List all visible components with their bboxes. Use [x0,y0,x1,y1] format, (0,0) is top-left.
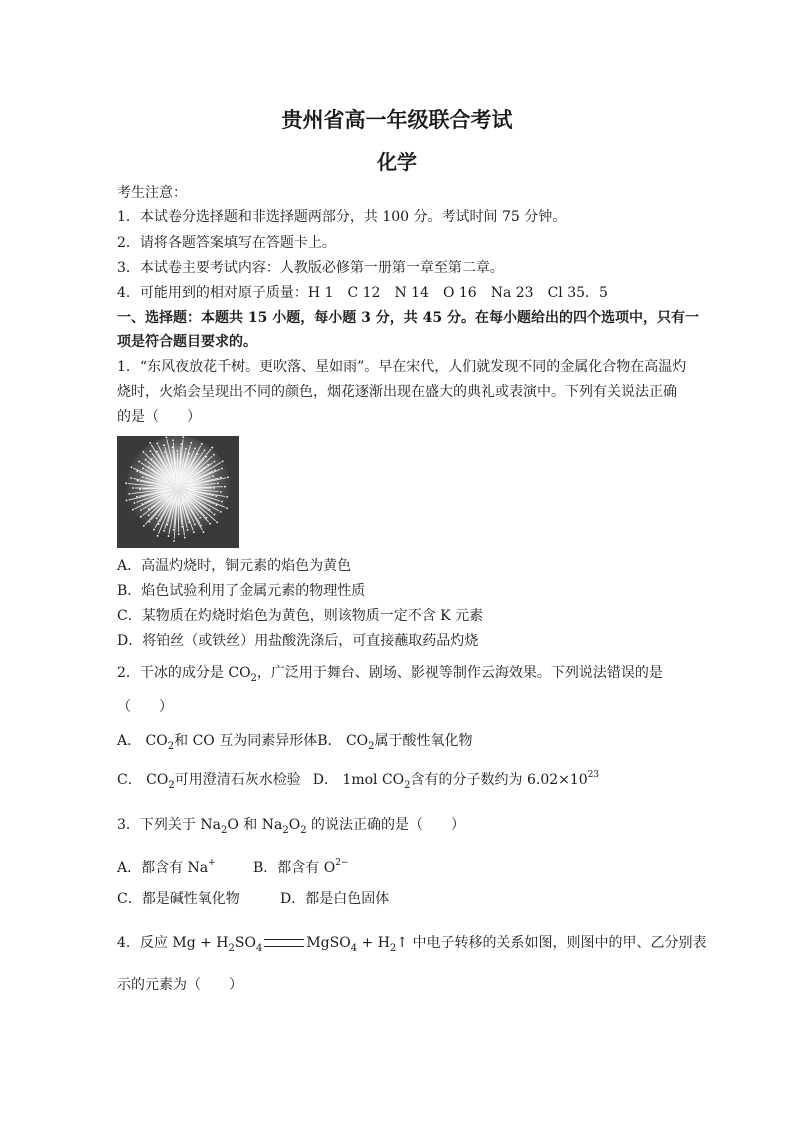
subscript: 2 [228,943,235,954]
q3-option-a [117,858,216,880]
q2-option-a: A． CO [117,733,168,749]
section-heading-line-1: 一、选择题：本题共 15 小题，每小题 3 分，共 45 分。在每小题给出的四个选项中，只有一 [117,310,699,326]
q4-stem-line-2: 示的元素为（ ） [117,977,243,993]
subscript: 2 [168,780,175,791]
q3-option-c: C．都是碱性氧化物 [117,891,240,907]
q3-option-a-text: A．都含有 Na [117,860,209,876]
q1-option-c: C．某物质在灼烧时焰色为黄色，则该物质一定不含 K 元素 [117,608,484,624]
subscript: 2 [389,943,397,954]
subscript: 2 [220,825,228,836]
q4-stem-part: ↑ 中电子转移的关系如图，则图中的甲、乙分别表 [396,935,707,951]
q4-stem-part: SO [234,935,256,951]
q2-stem-part: ，广泛用于舞台、剧场、影视等制作云海效果。下列说法错误的是 [256,665,663,681]
q1-option-a: A．高温灼烧时，铜元素的焰色为黄色 [117,558,352,574]
q2-option-c-text: 可用澄清石灰水检验 [174,772,301,788]
q3-option-d: D．都是白色固体 [280,891,390,907]
firework-photo [117,436,239,548]
notice-item-2: 2．请将各题答案填写在答题卡上。 [117,235,336,251]
q2-options-cd [117,770,599,792]
q3-stem-part: 的说法正确的是（ ） [306,817,466,833]
q2-option-b-text: 属于酸性氧化物 [374,733,473,749]
q3-stem-part: O 和 Na [227,817,283,833]
q3-stem-part: 3．下列关于 Na [117,817,221,833]
subscript: 2 [368,741,375,752]
reaction-equals-sign [264,939,304,947]
q1-option-d: D．将铂丝（或铁丝）用盐酸洗涤后，可直接蘸取药品灼烧 [117,633,479,649]
q3-option-b-text: B．都含有 O [253,860,336,876]
q2-option-a-text: 和 CO 互为同素异形体 [174,733,318,749]
subscript: 2 [404,780,411,791]
subscript: 2 [250,673,257,684]
q4-stem-part: 4．反应 Mg + H [117,935,229,951]
q2-stem [117,663,663,685]
section-heading-line-2: 项是符合题目要求的。 [117,334,257,350]
superscript: 23 [587,770,600,780]
q1-stem-line-2: 烧时，火焰会呈现出不同的颜色，烟花逐渐出现在盛大的典礼或表演中。下列有关说法正确 [117,384,677,400]
notice-item-4: 4．可能用到的相对原子质量：H 1 C 12 N 14 O 16 Na 23 Cl 35．5 [117,285,608,301]
superscript: 2− [335,858,349,868]
q2-option-b: B． CO [317,733,369,749]
q2-paren: （ ） [117,699,173,715]
superscript: + [208,858,216,868]
q1-stem-line-3: 的是（ ） [117,409,201,425]
q4-stem-part: + H [357,935,390,951]
q2-stem-part: 2．干冰的成分是 CO [117,665,251,681]
q2-option-c: C． CO [117,772,169,788]
q1-option-b: B．焰色试验利用了金属元素的物理性质 [117,583,366,599]
q2-options-ab [117,731,473,753]
q3-stem [117,815,465,837]
subscript: 2 [167,741,175,752]
notice-item-1: 1．本试卷分选择题和非选择题两部分，共 100 分。考试时间 75 分钟。 [117,209,567,225]
subscript: 4 [350,943,358,954]
q4-stem-part: MgSO [306,935,351,951]
notice-heading: 考生注意： [117,185,187,201]
notice-item-3: 3．本试卷主要考试内容：人教版必修第一册第一章至第二章。 [117,260,504,276]
q2-option-d-text: 含有的分子数约为 6.02×10 [410,772,588,788]
q1-stem-line-1: 1．“东风夜放花千树。更吹落、星如雨”。早在宋代，人们就发现不同的金属化合物在高温灼 [117,359,687,375]
q2-option-d: D． 1mol CO [312,772,405,788]
subscript: 4 [255,943,263,954]
q4-stem-line-1 [117,933,706,955]
q3-option-b [253,858,349,880]
q3-stem-part: O [288,817,301,833]
subscript: 2 [300,825,307,836]
subject-title: 化学 [377,150,417,174]
subscript: 2 [282,825,289,836]
exam-title: 贵州省高一年级联合考试 [281,107,513,132]
